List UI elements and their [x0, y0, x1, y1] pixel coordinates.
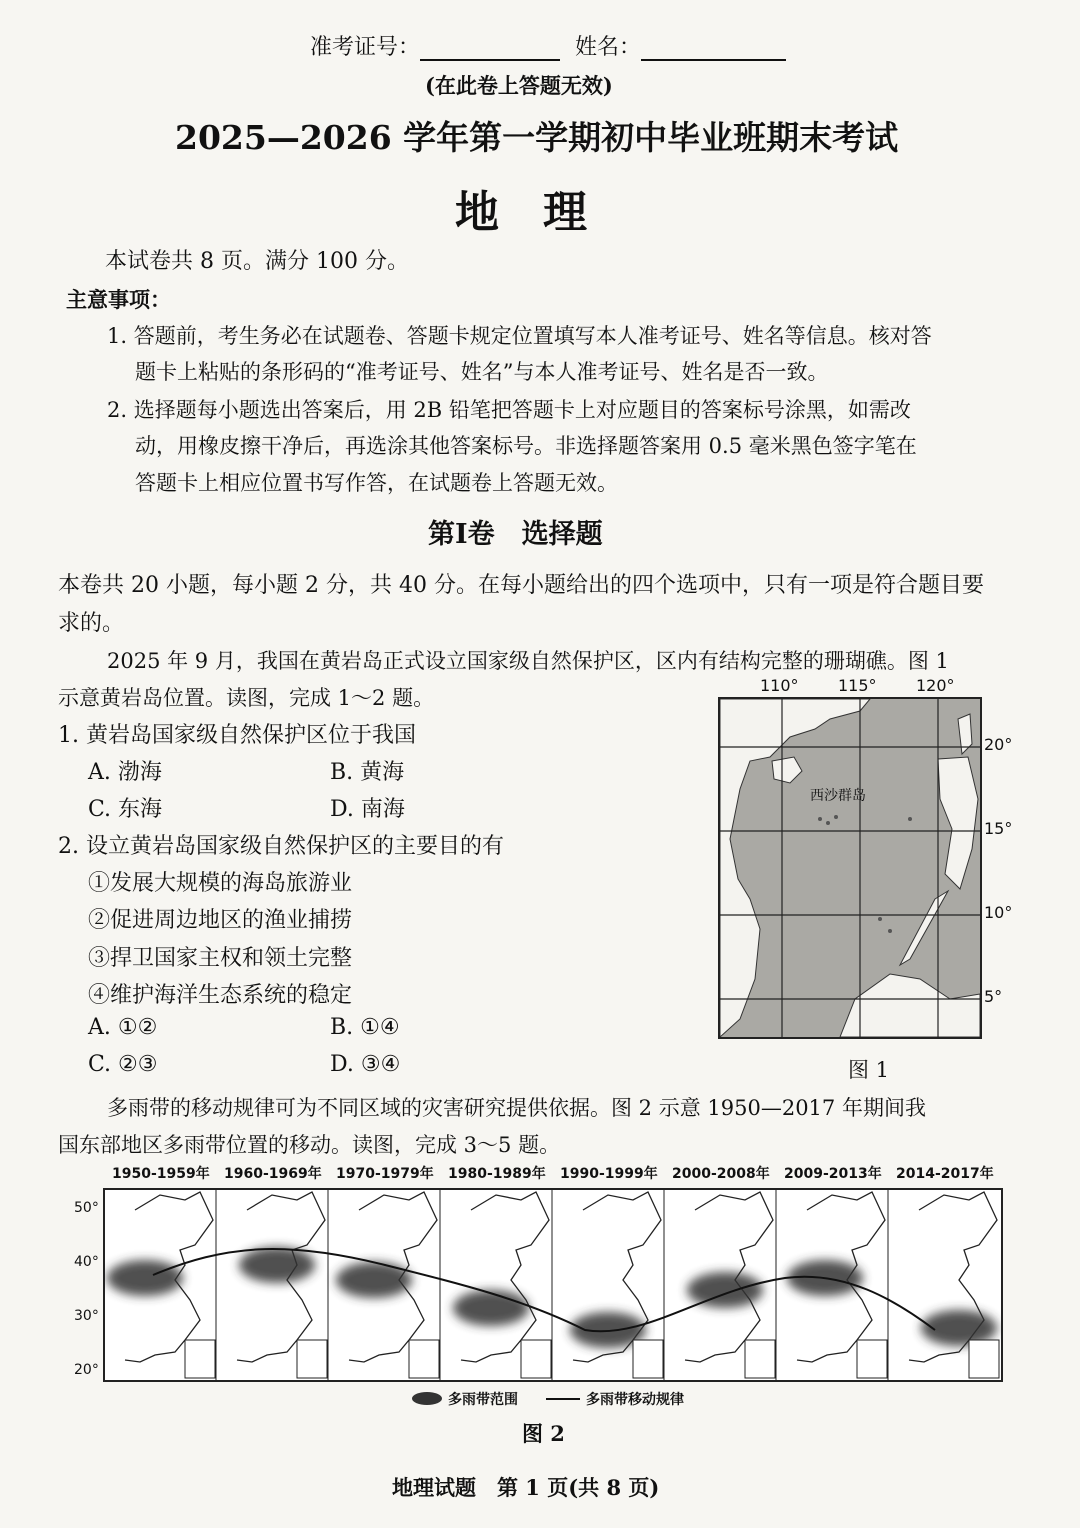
land-mainland: [720, 699, 870, 1037]
fig2-rain-belt: [687, 1272, 763, 1308]
fig1-lat-10: 10°: [984, 903, 1013, 922]
fig2-inset-box: [969, 1340, 999, 1378]
q2-statement-2: ②促进周边地区的渔业捕捞: [88, 908, 353, 933]
land-borneo: [840, 974, 980, 1037]
q2-statement-1: ①发展大规模的海岛旅游业: [88, 871, 353, 896]
exam-id-blank: [420, 37, 560, 61]
pages-score: 本试卷共 8 页。满分 100 分。: [105, 249, 409, 274]
fig2-panel-2: [237, 1190, 328, 1380]
fig2-panel-3: [336, 1190, 440, 1380]
fig2-svg: [105, 1190, 1001, 1380]
q2-option-c[interactable]: C. ②③: [88, 1052, 158, 1077]
fig2-period-2: 1960-1969年: [224, 1166, 322, 1182]
fig2-inset-box: [409, 1340, 439, 1378]
passage2-b: 国东部地区多雨带位置的移动。读图，完成 3～5 题。: [58, 1133, 561, 1157]
passage1-b: 示意黄岩岛位置。读图，完成 1～2 题。: [58, 686, 435, 710]
fig2-inset-box: [633, 1340, 663, 1378]
q2-option-b[interactable]: B. ①④: [330, 1015, 400, 1040]
q1-option-d[interactable]: D. 南海: [330, 797, 405, 822]
legend-line-swatch: [546, 1398, 580, 1400]
fig2-panel-5: [570, 1190, 664, 1380]
notice-title: 主意事项：: [66, 288, 171, 312]
notice-2b: 动，用橡皮擦干净后，再选涂其他答案标号。非选择题答案用 0.5 毫米黑色签字笔在: [135, 434, 917, 458]
fig1-lon-110: 110°: [760, 676, 799, 695]
q2-option-a[interactable]: A. ①②: [88, 1015, 158, 1040]
fig2-panel-1: [107, 1190, 216, 1380]
land-palawan: [900, 891, 948, 965]
fig2-strip: [103, 1188, 1003, 1382]
q2-stem: 2. 设立黄岩岛国家级自然保护区的主要目的有: [58, 834, 504, 859]
fig1-map-svg: [720, 699, 980, 1037]
fig2-period-3: 1970-1979年: [336, 1166, 434, 1182]
fig2-panels: [107, 1190, 999, 1380]
fig2-period-5: 1990-1999年: [560, 1166, 658, 1182]
fig1-lon-120: 120°: [916, 676, 955, 695]
section-title: 第Ⅰ卷 选择题: [428, 519, 603, 550]
notice-2a: 2. 选择题每小题选出答案后，用 2B 铅笔把答题卡上对应题目的答案标号涂黑，如需改: [107, 398, 911, 422]
fig2-inset-box: [185, 1340, 215, 1378]
fig2-inset-box: [297, 1340, 327, 1378]
legend-line-label: 多雨带移动规律: [586, 1392, 684, 1408]
section-desc-b: 求的。: [58, 611, 125, 636]
fig1-label-xisha: 西沙群岛: [810, 788, 866, 804]
legend-area-swatch: [412, 1392, 442, 1405]
land-hainan: [772, 757, 802, 783]
exam-id-row: [310, 30, 786, 61]
fig2-lat-40: 40°: [74, 1254, 99, 1270]
q2-option-d[interactable]: D. ③④: [330, 1052, 401, 1077]
fig1-lat-5: 5°: [984, 987, 1003, 1006]
fig2-rain-belt: [336, 1262, 412, 1298]
fig2-inset-box: [745, 1340, 775, 1378]
page-footer: 地理试题 第 1 页(共 8 页): [392, 1475, 660, 1500]
fig2-period-1: 1950-1959年: [112, 1166, 210, 1182]
notice-1b: 题卡上粘贴的条形码的“准考证号、姓名”与本人准考证号、姓名是否一致。: [135, 360, 829, 384]
fig1-lon-115: 115°: [838, 676, 877, 695]
fig2-period-7: 2009-2013年: [784, 1166, 882, 1182]
fig2-period-6: 2000-2008年: [672, 1166, 770, 1182]
q1-option-a[interactable]: A. 渤海: [88, 760, 162, 785]
q2-statement-3: ③捍卫国家主权和领土完整: [88, 946, 353, 971]
passage1-a: 2025 年 9 月，我国在黄岩岛正式设立国家级自然保护区，区内有结构完整的珊瑚礁。图 1: [107, 649, 949, 673]
fig2-lat-50: 50°: [74, 1200, 99, 1216]
legend-area-label: 多雨带范围: [448, 1392, 518, 1408]
fig2-rain-belt: [239, 1247, 315, 1283]
name-label: 姓名：: [575, 35, 642, 60]
fig1-lat-20: 20°: [984, 735, 1013, 754]
fig2-inset-box: [521, 1340, 551, 1378]
fig2-panel-4: [453, 1190, 552, 1380]
fig2-caption: 图 2: [522, 1421, 565, 1446]
notice-2c: 答题卡上相应位置书写作答，在试题卷上答题无效。: [135, 471, 618, 495]
fig1-map: [718, 697, 982, 1039]
fig1-caption: 图 1: [848, 1058, 890, 1082]
q1-stem: 1. 黄岩岛国家级自然保护区位于我国: [58, 723, 416, 748]
exam-title: 2025—2026 学年第一学期初中毕业班期末考试: [175, 118, 899, 157]
q1-option-c[interactable]: C. 东海: [88, 797, 163, 822]
name-blank: [641, 37, 786, 61]
fig2-panel-8: [909, 1192, 999, 1378]
fig2-panel-7: [787, 1190, 888, 1380]
fig2-lat-20: 20°: [74, 1362, 99, 1378]
subject-title: 地 理: [455, 187, 587, 238]
fig2-lat-30: 30°: [74, 1308, 99, 1324]
q1-option-b[interactable]: B. 黄海: [330, 760, 405, 785]
fig2-rain-belt: [453, 1290, 529, 1326]
exam-id-label: 准考证号：: [310, 35, 421, 60]
section-desc-a: 本卷共 20 小题，每小题 2 分，共 40 分。在每小题给出的四个选项中，只有一项是符合题目要: [58, 573, 984, 598]
fig1-lat-15: 15°: [984, 819, 1013, 838]
fig2-panel-6: [685, 1190, 776, 1380]
invalid-note: (在此卷上答题无效): [425, 73, 613, 98]
passage2-a: 多雨带的移动规律可为不同区域的灾害研究提供依据。图 2 示意 1950—2017 年期间我: [107, 1096, 926, 1120]
notice-1a: 1. 答题前，考生务必在试题卷、答题卡规定位置填写本人准考证号、姓名等信息。核对答: [107, 324, 932, 348]
land-taiwan: [958, 714, 972, 754]
q2-statement-4: ④维护海洋生态系统的稳定: [88, 983, 353, 1008]
fig2-rain-belt: [107, 1260, 183, 1296]
fig2-period-8: 2014-2017年: [896, 1166, 994, 1182]
fig2-inset-box: [857, 1340, 887, 1378]
fig2-coastline: [461, 1192, 549, 1362]
fig2-period-4: 1980-1989年: [448, 1166, 546, 1182]
land-philippines: [938, 757, 978, 889]
